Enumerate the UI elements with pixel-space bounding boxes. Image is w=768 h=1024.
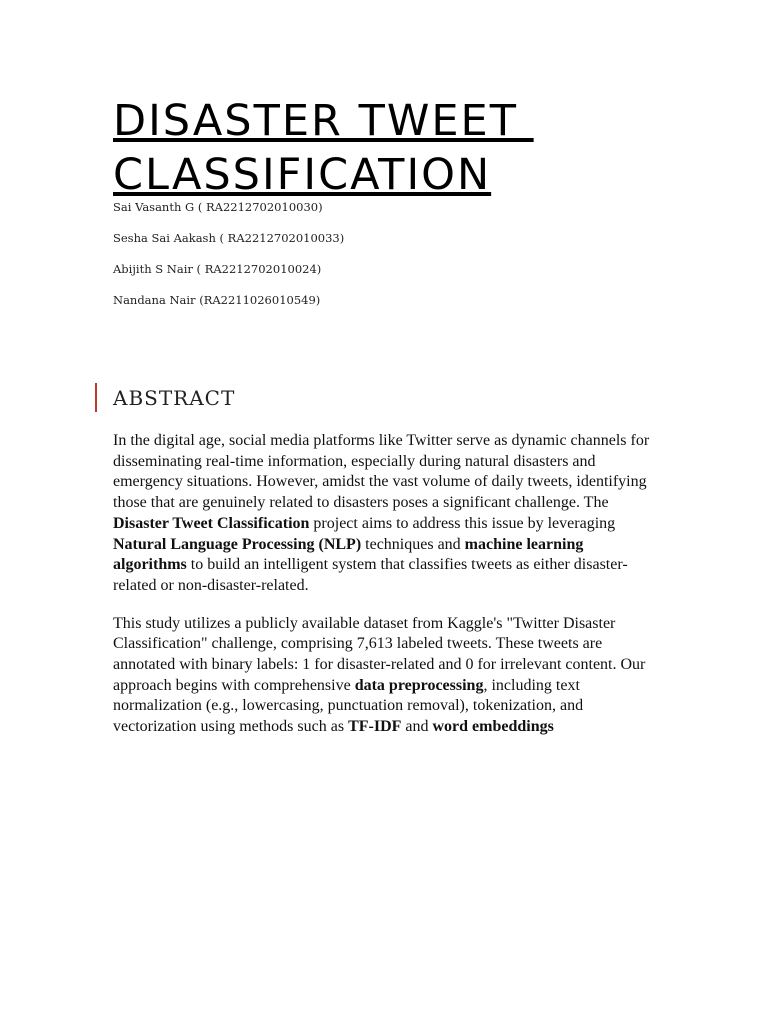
title-line-1: DISASTER TWEET bbox=[113, 96, 534, 146]
p1-text-3: techniques and bbox=[361, 535, 465, 553]
author-item: Sesha Sai Aakash ( RA2212702010033) bbox=[113, 231, 345, 245]
p2-bold-1: data preprocessing bbox=[354, 676, 484, 694]
p2-bold-2: TF-IDF bbox=[348, 718, 402, 736]
p1-bold-3: machine learning algorithms bbox=[113, 535, 584, 574]
author-item: Nandana Nair (RA2211026010549) bbox=[113, 293, 321, 307]
document-title bbox=[113, 94, 633, 202]
abstract-paragraph-2 bbox=[113, 614, 653, 738]
p1-text-1: In the digital age, social media platforms like Twitter serve as dynamic channels for disseminating real-time information, especially during natural disasters and emergency situations. However, amidst the vast volume of daily tweets, identifying those that are genuinely related to disasters poses a significant challenge. The bbox=[113, 432, 650, 512]
abstract-title: ABSTRACT bbox=[113, 385, 236, 410]
author-item: Sai Vasanth G ( RA2212702010030) bbox=[113, 200, 323, 214]
p2-text-2: , including text normalization (e.g., lowercasing, punctuation removal), tokenization, and vectorization using methods such as bbox=[113, 676, 584, 736]
p2-text-3: and bbox=[401, 718, 433, 736]
p1-bold-1: Disaster Tweet Classification bbox=[113, 514, 310, 532]
author-list bbox=[113, 200, 344, 324]
title-block bbox=[113, 94, 633, 202]
heading-accent-bar bbox=[95, 383, 97, 412]
p1-text-2: project aims to address this issue by leveraging bbox=[309, 514, 616, 532]
abstract-paragraph-1 bbox=[113, 431, 653, 597]
p1-text-4: to build an intelligent system that classifies tweets as either disaster-related or non-disaster-related. bbox=[113, 556, 628, 594]
abstract-body bbox=[113, 431, 653, 755]
p2-text-1: This study utilizes a publicly available dataset from Kaggle's "Twitter Disaster Classification" challenge, comprising 7,613 labeled tweets. These tweets are annotated with binary labels: 1 for disaster-related and 0 for irrelevant content. Our approach begins with comprehensive bbox=[113, 614, 646, 694]
abstract-heading bbox=[95, 383, 235, 412]
author-item: Abijith S Nair ( RA2212702010024) bbox=[113, 262, 322, 276]
title-line-2: CLASSIFICATION bbox=[113, 150, 492, 200]
p2-bold-3: word embeddings bbox=[432, 718, 554, 736]
p1-bold-2: Natural Language Processing (NLP) bbox=[113, 535, 362, 553]
